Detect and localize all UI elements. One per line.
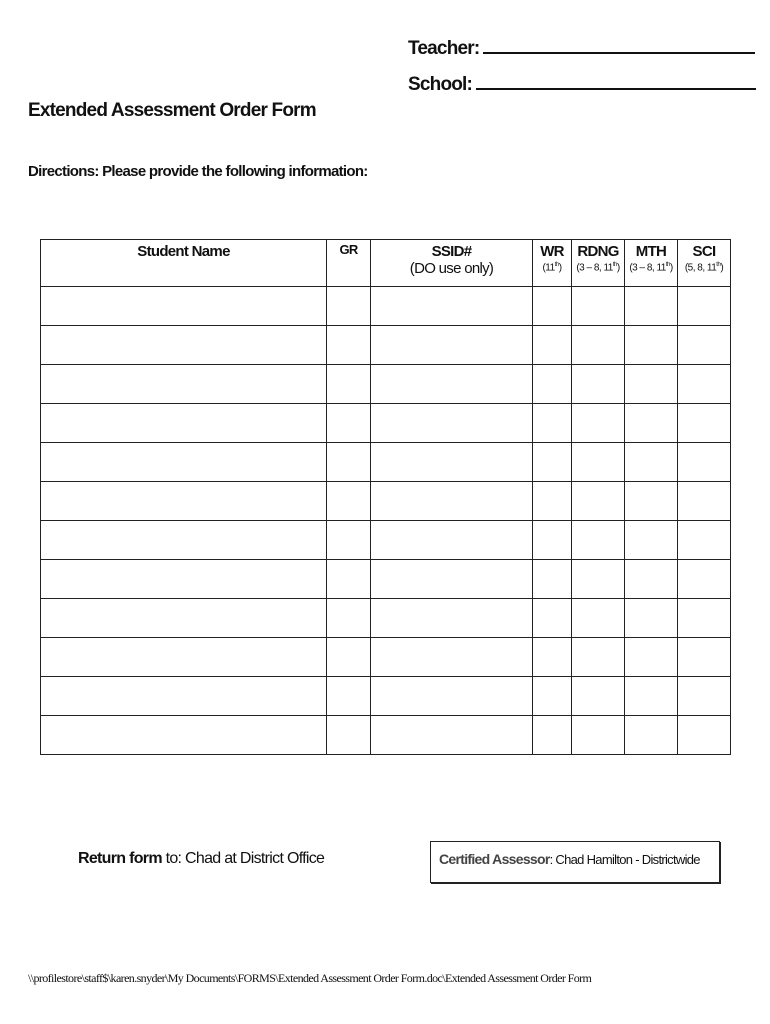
sci-cell[interactable] <box>678 716 731 755</box>
student-name-cell[interactable] <box>41 287 327 326</box>
sci-cell[interactable] <box>678 404 731 443</box>
table-row <box>41 365 731 404</box>
ssid-cell[interactable] <box>371 599 533 638</box>
teacher-line <box>408 38 755 60</box>
certified-assessor-box <box>430 841 720 883</box>
wr-cell[interactable] <box>533 521 572 560</box>
table-header-row <box>41 240 731 287</box>
directions-text: Directions: Please provide the following information: <box>28 163 368 180</box>
wr-cell[interactable] <box>533 287 572 326</box>
rdng-cell[interactable] <box>572 599 625 638</box>
mth-cell[interactable] <box>625 521 678 560</box>
rdng-cell[interactable] <box>572 716 625 755</box>
student-name-cell[interactable] <box>41 482 327 521</box>
gr-cell[interactable] <box>327 599 371 638</box>
header-wr: WR (11th) <box>533 240 572 287</box>
mth-cell[interactable] <box>625 443 678 482</box>
mth-cell[interactable] <box>625 716 678 755</box>
mth-cell[interactable] <box>625 482 678 521</box>
sci-cell[interactable] <box>678 677 731 716</box>
ssid-cell[interactable] <box>371 638 533 677</box>
mth-cell[interactable] <box>625 560 678 599</box>
ssid-cell[interactable] <box>371 404 533 443</box>
header-mth: MTH (3 – 8, 11th) <box>625 240 678 287</box>
student-name-cell[interactable] <box>41 404 327 443</box>
certified-assessor-value: : Chad Hamilton - Districtwide <box>549 852 700 867</box>
sci-cell[interactable] <box>678 599 731 638</box>
student-name-cell[interactable] <box>41 560 327 599</box>
gr-cell[interactable] <box>327 482 371 521</box>
gr-cell[interactable] <box>327 443 371 482</box>
wr-cell[interactable] <box>533 482 572 521</box>
return-form-bold: Return form <box>78 850 162 867</box>
return-form-rest: to: Chad at District Office <box>161 850 325 867</box>
gr-cell[interactable] <box>327 326 371 365</box>
return-form-text <box>78 850 324 868</box>
gr-cell[interactable] <box>327 365 371 404</box>
rdng-cell[interactable] <box>572 677 625 716</box>
student-table <box>40 239 731 755</box>
sci-cell[interactable] <box>678 521 731 560</box>
table-row <box>41 287 731 326</box>
gr-cell[interactable] <box>327 638 371 677</box>
header-sci: SCI (5, 8, 11th) <box>678 240 731 287</box>
ssid-cell[interactable] <box>371 677 533 716</box>
gr-cell[interactable] <box>327 521 371 560</box>
gr-cell[interactable] <box>327 716 371 755</box>
student-name-cell[interactable] <box>41 638 327 677</box>
student-name-cell[interactable] <box>41 443 327 482</box>
school-line <box>408 74 756 96</box>
gr-cell[interactable] <box>327 287 371 326</box>
table-row <box>41 521 731 560</box>
rdng-cell[interactable] <box>572 482 625 521</box>
wr-cell[interactable] <box>533 326 572 365</box>
sci-cell[interactable] <box>678 443 731 482</box>
header-rdng: RDNG (3 – 8, 11th) <box>572 240 625 287</box>
gr-cell[interactable] <box>327 677 371 716</box>
mth-cell[interactable] <box>625 599 678 638</box>
rdng-cell[interactable] <box>572 443 625 482</box>
mth-cell[interactable] <box>625 638 678 677</box>
wr-cell[interactable] <box>533 677 572 716</box>
student-name-cell[interactable] <box>41 599 327 638</box>
rdng-cell[interactable] <box>572 560 625 599</box>
header-student-name: Student Name <box>41 240 327 287</box>
ssid-cell[interactable] <box>371 287 533 326</box>
wr-cell[interactable] <box>533 365 572 404</box>
table-row <box>41 677 731 716</box>
wr-cell[interactable] <box>533 599 572 638</box>
table-row <box>41 443 731 482</box>
header-ssid: SSID# (DO use only) <box>371 240 533 287</box>
rdng-cell[interactable] <box>572 404 625 443</box>
table-row <box>41 560 731 599</box>
mth-cell[interactable] <box>625 404 678 443</box>
sci-cell[interactable] <box>678 365 731 404</box>
mth-cell[interactable] <box>625 677 678 716</box>
sci-cell[interactable] <box>678 287 731 326</box>
rdng-cell[interactable] <box>572 326 625 365</box>
ssid-cell[interactable] <box>371 365 533 404</box>
student-name-cell[interactable] <box>41 677 327 716</box>
table-row <box>41 404 731 443</box>
footer-file-path: \\profilestore\staff$\karen.snyder\My Documents\FORMS\Extended Assessment Order Form.doc\Extended Assessment Order Form <box>28 971 592 985</box>
table-row <box>41 482 731 521</box>
header-gr: GR <box>327 240 371 287</box>
sci-cell[interactable] <box>678 638 731 677</box>
ssid-cell[interactable] <box>371 560 533 599</box>
ssid-cell[interactable] <box>371 482 533 521</box>
teacher-blank[interactable] <box>483 38 755 54</box>
ssid-cell[interactable] <box>371 521 533 560</box>
student-name-cell[interactable] <box>41 365 327 404</box>
mth-cell[interactable] <box>625 365 678 404</box>
table-row <box>41 716 731 755</box>
table-row <box>41 599 731 638</box>
rdng-cell[interactable] <box>572 287 625 326</box>
wr-cell[interactable] <box>533 560 572 599</box>
ssid-cell[interactable] <box>371 443 533 482</box>
sci-cell[interactable] <box>678 560 731 599</box>
student-name-cell[interactable] <box>41 521 327 560</box>
table-row <box>41 326 731 365</box>
rdng-cell[interactable] <box>572 365 625 404</box>
wr-cell[interactable] <box>533 638 572 677</box>
rdng-cell[interactable] <box>572 521 625 560</box>
gr-cell[interactable] <box>327 560 371 599</box>
sci-cell[interactable] <box>678 326 731 365</box>
mth-cell[interactable] <box>625 287 678 326</box>
table-row <box>41 638 731 677</box>
wr-cell[interactable] <box>533 716 572 755</box>
ssid-cell[interactable] <box>371 716 533 755</box>
school-label: School: <box>408 74 473 95</box>
teacher-label: Teacher: <box>408 38 480 59</box>
student-name-cell[interactable] <box>41 716 327 755</box>
wr-cell[interactable] <box>533 404 572 443</box>
sci-cell[interactable] <box>678 482 731 521</box>
student-name-cell[interactable] <box>41 326 327 365</box>
table-body <box>41 287 731 755</box>
form-title: Extended Assessment Order Form <box>28 100 316 121</box>
wr-cell[interactable] <box>533 443 572 482</box>
ssid-cell[interactable] <box>371 326 533 365</box>
mth-cell[interactable] <box>625 326 678 365</box>
rdng-cell[interactable] <box>572 638 625 677</box>
gr-cell[interactable] <box>327 404 371 443</box>
school-blank[interactable] <box>476 74 756 90</box>
certified-assessor-label: Certified Assessor <box>439 851 550 867</box>
